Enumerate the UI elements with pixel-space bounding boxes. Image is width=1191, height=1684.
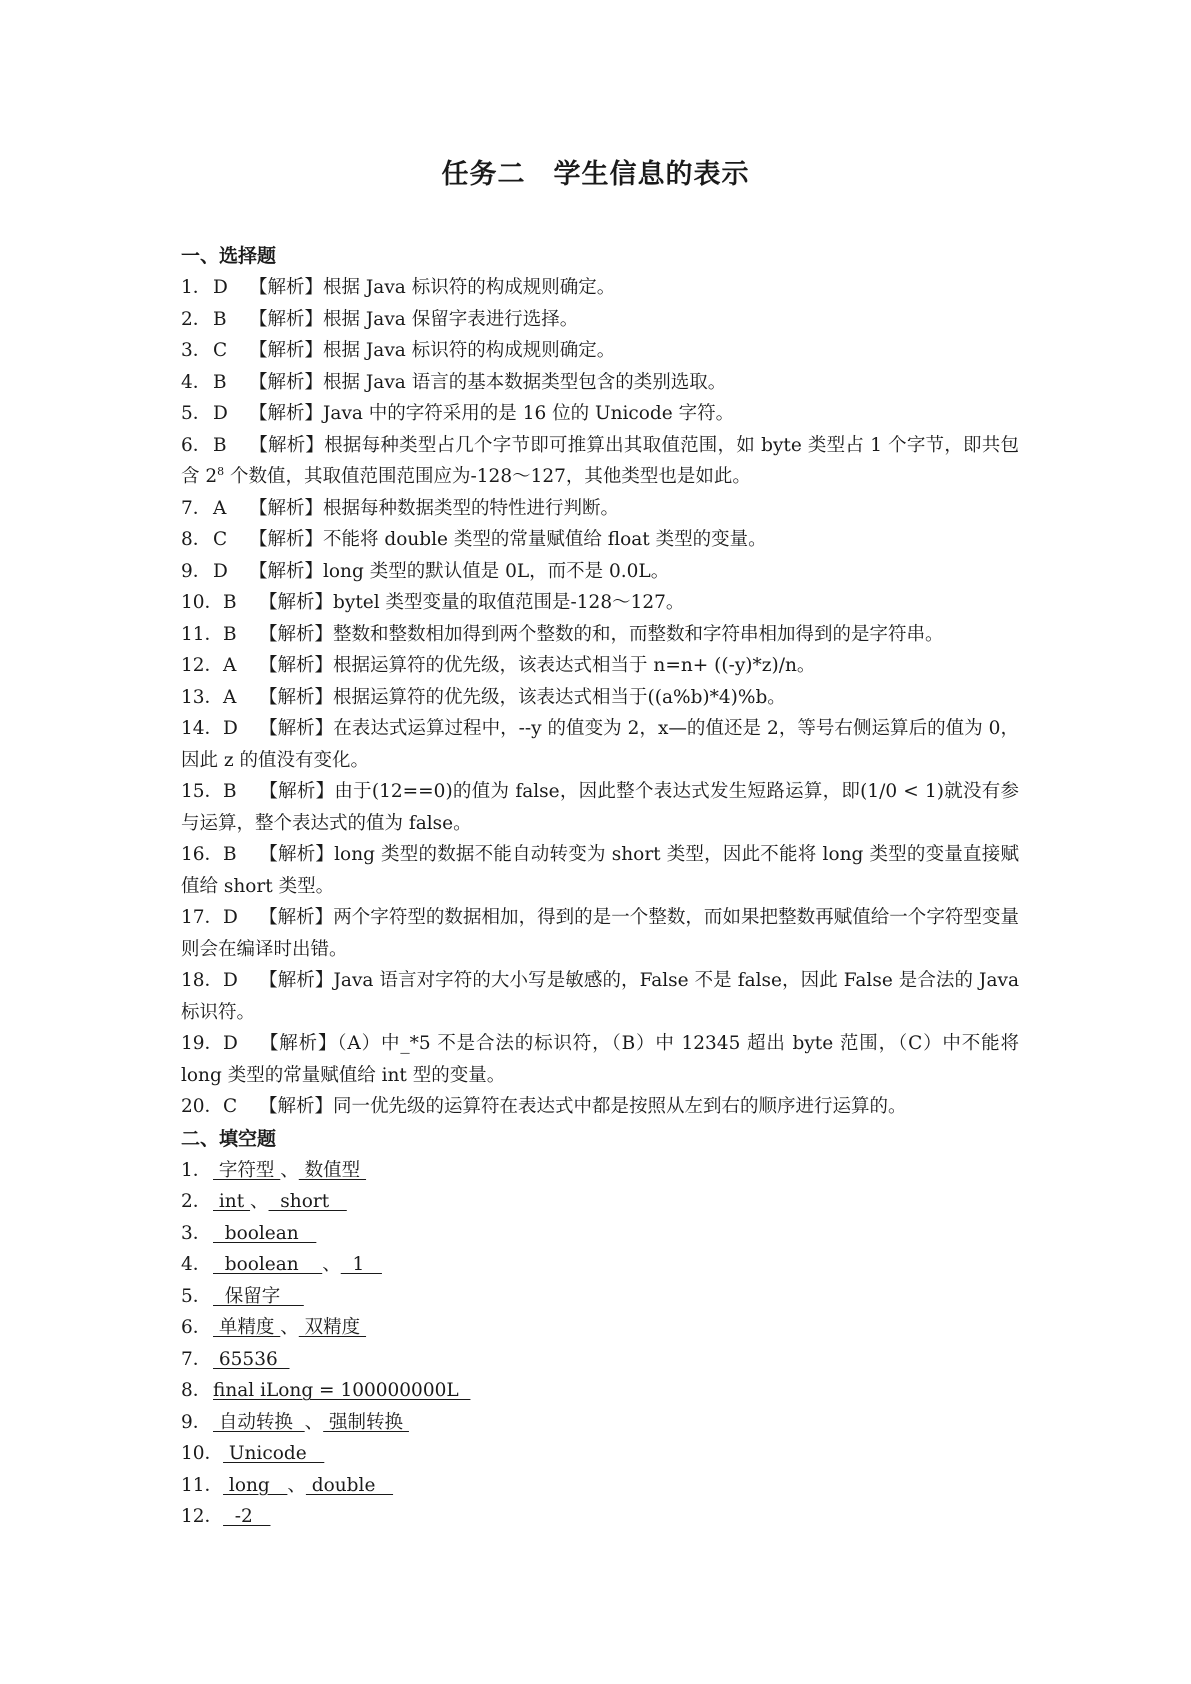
choice-item	[181, 367, 1019, 399]
fill-item	[181, 1438, 1019, 1470]
fill-item	[181, 1281, 1019, 1313]
item-number: 11．	[181, 623, 224, 645]
item-answer: D	[213, 403, 228, 424]
item-answer: C	[213, 340, 228, 361]
item-explanation: 【解析】同一优先级的运算符在表达式中都是按照从左到右的顺序进行运算的。	[259, 1096, 907, 1117]
item-explanation: 【解析】根据运算符的优先级，该表达式相当于 n=n+ ((-y)*z)/n。	[259, 655, 816, 676]
choice-item	[181, 776, 1019, 839]
choice-item	[181, 619, 1019, 651]
choice-item	[181, 524, 1019, 556]
item-explanation: 【解析】（A）中_*5 不是合法的标识符，（B）中 12345 超出 byte 范围，（C）中不能将 long 类型的常量赋值给 int 型的变量。	[181, 1033, 1019, 1086]
item-superscript: 8	[217, 464, 225, 478]
choice-item	[181, 713, 1019, 776]
fill-blank-answer: int	[213, 1191, 251, 1212]
fill-blank-answer: 双精度	[298, 1317, 367, 1338]
item-answer: D	[223, 970, 238, 991]
fill-item	[181, 1155, 1019, 1187]
item-number: 15．	[181, 781, 224, 802]
item-number: 2．	[181, 1191, 212, 1212]
item-explanation: 【解析】在表达式运算过程中，--y 的值变为 2，x—的值还是 2，等号右侧运算后的值为 0，因此 z 的值没有变化。	[181, 718, 1019, 771]
item-number: 3．	[181, 1222, 212, 1244]
fill-item	[181, 1501, 1019, 1533]
fill-blank-answer: boolean	[213, 1222, 317, 1244]
fill-blank-answer: 自动转换	[213, 1411, 305, 1433]
fill-item	[181, 1218, 1019, 1250]
item-explanation: 【解析】根据 Java 保留字表进行选择。	[249, 308, 579, 330]
fill-blank-answer: 数值型	[298, 1159, 367, 1181]
fill-blank-answer: 保留字	[213, 1285, 304, 1307]
item-number: 1．	[181, 277, 212, 298]
item-answer: B	[213, 434, 227, 456]
item-answer: D	[223, 907, 238, 928]
item-explanation: 【解析】根据每种类型占几个字节即可推算出其取值范围，如 byte 类型占 1 个字节，即共包含 2	[181, 434, 1019, 487]
fill-item	[181, 1470, 1019, 1502]
choice-item	[181, 1091, 1019, 1123]
item-answer: D	[213, 560, 228, 582]
fill-item	[181, 1375, 1019, 1407]
item-answer: D	[223, 1033, 238, 1054]
choice-item	[181, 556, 1019, 588]
item-explanation: 【解析】根据 Java 语言的基本数据类型包含的类别选取。	[249, 371, 727, 393]
fill-blank-answer: final iLong = 100000000L	[213, 1380, 471, 1401]
item-explanation: 【解析】由于(12==0)的值为 false，因此整个表达式发生短路运算，即(1/0 < 1)就没有参与运算，整个表达式的值为 false。	[181, 781, 1019, 834]
item-explanation-cont: 个数值，其取值范围范围应为-128～127，其他类型也是如此。	[224, 466, 751, 487]
fill-blank-answer: 65536	[213, 1348, 290, 1370]
item-answer: C	[213, 529, 228, 550]
item-answer: A	[223, 655, 237, 676]
blank-separator: 、	[322, 1254, 341, 1275]
choice-item	[181, 587, 1019, 619]
fill-blank-answer: Unicode	[223, 1443, 325, 1464]
choice-item	[181, 902, 1019, 965]
choice-item	[181, 493, 1019, 525]
item-number: 10．	[181, 1443, 224, 1464]
blank-separator: 、	[304, 1411, 324, 1433]
item-number: 7．	[181, 1348, 212, 1370]
item-number: 2．	[181, 308, 212, 330]
item-number: 18．	[181, 970, 224, 991]
item-explanation: 【解析】bytel 类型变量的取值范围是-128～127。	[259, 592, 685, 613]
item-number: 20．	[181, 1096, 224, 1117]
item-answer: B	[213, 308, 227, 330]
item-explanation: 【解析】long 类型的数据不能自动转变为 short 类型，因此不能将 long 类型的变量直接赋值给 short 类型。	[181, 844, 1019, 897]
item-explanation: 【解析】根据每种数据类型的特性进行判断。	[249, 497, 620, 519]
choice-answer-list	[181, 272, 1019, 1123]
item-answer: B	[213, 371, 227, 393]
item-explanation: 【解析】不能将 double 类型的常量赋值给 float 类型的变量。	[249, 529, 767, 550]
item-number: 4．	[181, 1254, 212, 1275]
fill-blank-answer: short	[268, 1191, 347, 1212]
item-answer: D	[223, 718, 238, 739]
item-number: 9．	[181, 1411, 212, 1433]
item-number: 7．	[181, 497, 212, 519]
choice-item	[181, 398, 1019, 430]
choice-item	[181, 682, 1019, 714]
fill-item	[181, 1249, 1019, 1281]
item-answer: A	[223, 686, 237, 708]
section-heading-fill: 二、填空题	[181, 1127, 277, 1150]
fill-blank-answer: long	[223, 1474, 288, 1496]
fill-blank-answer: double	[305, 1474, 394, 1496]
page-title: 任务二 学生信息的表示	[441, 159, 750, 190]
item-explanation: 【解析】根据运算符的优先级，该表达式相当于((a%b)*4)%b。	[259, 686, 786, 708]
section-heading-choice: 一、选择题	[181, 245, 277, 267]
fill-blank-answer: 1	[340, 1254, 382, 1275]
item-number: 13．	[181, 686, 224, 708]
item-number: 3．	[181, 340, 212, 361]
answer-content	[181, 240, 1019, 1533]
item-number: 11．	[181, 1474, 224, 1496]
item-number: 5．	[181, 403, 212, 424]
fill-blank-answer: 强制转换	[323, 1411, 409, 1433]
item-number: 19．	[181, 1033, 224, 1054]
item-answer: A	[213, 497, 227, 519]
choice-item	[181, 965, 1019, 1028]
blank-separator: 、	[287, 1474, 306, 1496]
choice-item	[181, 650, 1019, 682]
blank-separator: 、	[250, 1191, 269, 1212]
blank-separator: 、	[280, 1159, 299, 1181]
item-explanation: 【解析】根据 Java 标识符的构成规则确定。	[249, 340, 616, 361]
choice-item	[181, 335, 1019, 367]
item-explanation: 【解析】两个字符型的数据相加，得到的是一个整数，而如果把整数再赋值给一个字符型变量则会在编译时出错。	[181, 907, 1019, 960]
item-explanation: 【解析】long 类型的默认值是 0L，而不是 0.0L。	[249, 560, 670, 582]
item-explanation: 【解析】Java 语言对字符的大小写是敏感的，False 不是 false，因此 False 是合法的 Java 标识符。	[181, 970, 1019, 1023]
item-explanation: 【解析】Java 中的字符采用的是 16 位的 Unicode 字符。	[249, 403, 735, 424]
item-number: 4．	[181, 371, 212, 393]
item-answer: B	[223, 592, 237, 613]
item-answer: B	[223, 623, 237, 645]
item-number: 1．	[181, 1159, 212, 1181]
fill-blank-answer: boolean	[213, 1254, 323, 1275]
item-number: 8．	[181, 1380, 212, 1401]
item-number: 12．	[181, 1506, 224, 1527]
fill-item	[181, 1344, 1019, 1376]
item-number: 12．	[181, 655, 224, 676]
fill-item	[181, 1186, 1019, 1218]
item-number: 16．	[181, 844, 224, 865]
item-number: 8．	[181, 529, 212, 550]
item-number: 6．	[181, 1317, 212, 1338]
item-number: 6．	[181, 434, 212, 456]
item-answer: D	[213, 277, 228, 298]
item-answer: B	[223, 781, 237, 802]
item-number: 14．	[181, 718, 224, 739]
fill-blank-answer: -2	[223, 1506, 271, 1527]
item-number: 5．	[181, 1285, 212, 1307]
fill-blank-answer: 单精度	[213, 1317, 281, 1338]
item-number: 17．	[181, 907, 224, 928]
item-number: 9．	[181, 560, 212, 582]
fill-blank-answer: 字符型	[213, 1159, 281, 1181]
item-answer: C	[223, 1096, 238, 1117]
fill-item	[181, 1312, 1019, 1344]
fill-item	[181, 1407, 1019, 1439]
choice-item	[181, 272, 1019, 304]
item-answer: B	[223, 844, 237, 865]
choice-item	[181, 1028, 1019, 1091]
fill-answer-list	[181, 1155, 1019, 1533]
choice-item	[181, 839, 1019, 902]
item-explanation: 【解析】整数和整数相加得到两个整数的和，而整数和字符串相加得到的是字符串。	[259, 623, 944, 645]
blank-separator: 、	[280, 1317, 299, 1338]
item-explanation: 【解析】根据 Java 标识符的构成规则确定。	[249, 277, 616, 298]
choice-item	[181, 304, 1019, 336]
item-number: 10．	[181, 592, 224, 613]
choice-item	[181, 430, 1019, 493]
